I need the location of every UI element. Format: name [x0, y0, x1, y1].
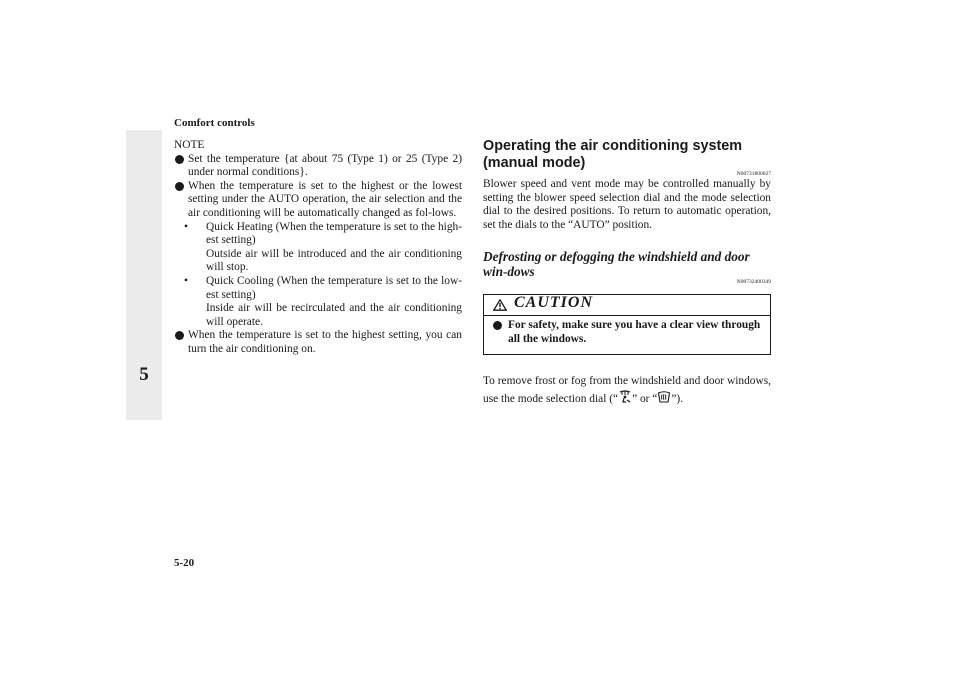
- bullet-icon: [175, 182, 184, 191]
- warning-triangle-icon: [493, 299, 507, 311]
- section-header: Comfort controls: [174, 117, 255, 129]
- defrost-icon: [657, 390, 671, 410]
- bullet-icon: [175, 155, 184, 164]
- note-bullet: [174, 153, 462, 180]
- left-column: [174, 139, 462, 357]
- bullet-text: Set the temperature {at about 75 (Type 1) or 25 (Type 2) under normal conditions}.: [188, 152, 462, 179]
- manual-mode-paragraph: Blower speed and vent mode may be controlled manually by setting the blower speed selection dial and the mode selection dial to the desired positions. To return to automatic operation, set the dials to the “AUTO” position.: [483, 178, 771, 231]
- subitem-description: Outside air will be introduced and the air conditioning will stop.: [206, 247, 462, 274]
- caution-bullet: [492, 319, 762, 346]
- chapter-number: 5: [139, 364, 149, 385]
- page-number: 5-20: [174, 557, 195, 569]
- subsection-code: N00732400349: [736, 279, 771, 286]
- defrost-paragraph: [483, 372, 771, 410]
- bullet-text: When the temperature is set to the highest setting, you can turn the air conditioning on.: [188, 329, 462, 355]
- subitem-title: Quick Heating (When the temperature is set to the high-est setting): [206, 220, 462, 247]
- bullet-icon: [175, 331, 184, 340]
- section-title: Operating the air conditioning system (manual mode): [483, 138, 743, 171]
- caution-body: [484, 316, 770, 353]
- caution-text: For safety, make sure you have a clear view through all the windows.: [508, 319, 761, 345]
- subitem-marker: •: [184, 220, 188, 233]
- right-column: [483, 138, 771, 410]
- subsection-title: Defrosting or defogging the windshield and door win-dows: [483, 249, 750, 280]
- subitem-description: Inside air will be recirculated and the air conditioning will operate.: [206, 302, 462, 328]
- defrost-text-mid: ” or “: [632, 392, 658, 405]
- bullet-text: When the temperature is set to the highest or the lowest setting under the AUTO operation, the air selection and the air conditioning will be automatically changed as fol-lows.: [188, 179, 462, 219]
- caution-box: [483, 294, 771, 354]
- bullet-icon: [493, 321, 502, 330]
- section-code: N00731800027: [736, 171, 771, 177]
- subitem-marker: •: [184, 274, 188, 287]
- defrost-text-lead: To remove frost or fog from the windshield and door windows, use the mode selection dial (“: [483, 374, 771, 405]
- note-label: NOTE: [174, 139, 205, 151]
- note-subitem: [184, 275, 462, 329]
- caution-label: CAUTION: [514, 294, 594, 312]
- caution-header: [484, 295, 770, 316]
- note-bullet: [174, 329, 462, 356]
- note-subitem: [184, 221, 462, 275]
- defrost-floor-icon: [618, 390, 632, 410]
- defrost-text-end: ”).: [671, 392, 684, 405]
- note-bullet: [174, 180, 462, 221]
- subitem-title: Quick Cooling (When the temperature is set to the low-est setting): [206, 274, 462, 301]
